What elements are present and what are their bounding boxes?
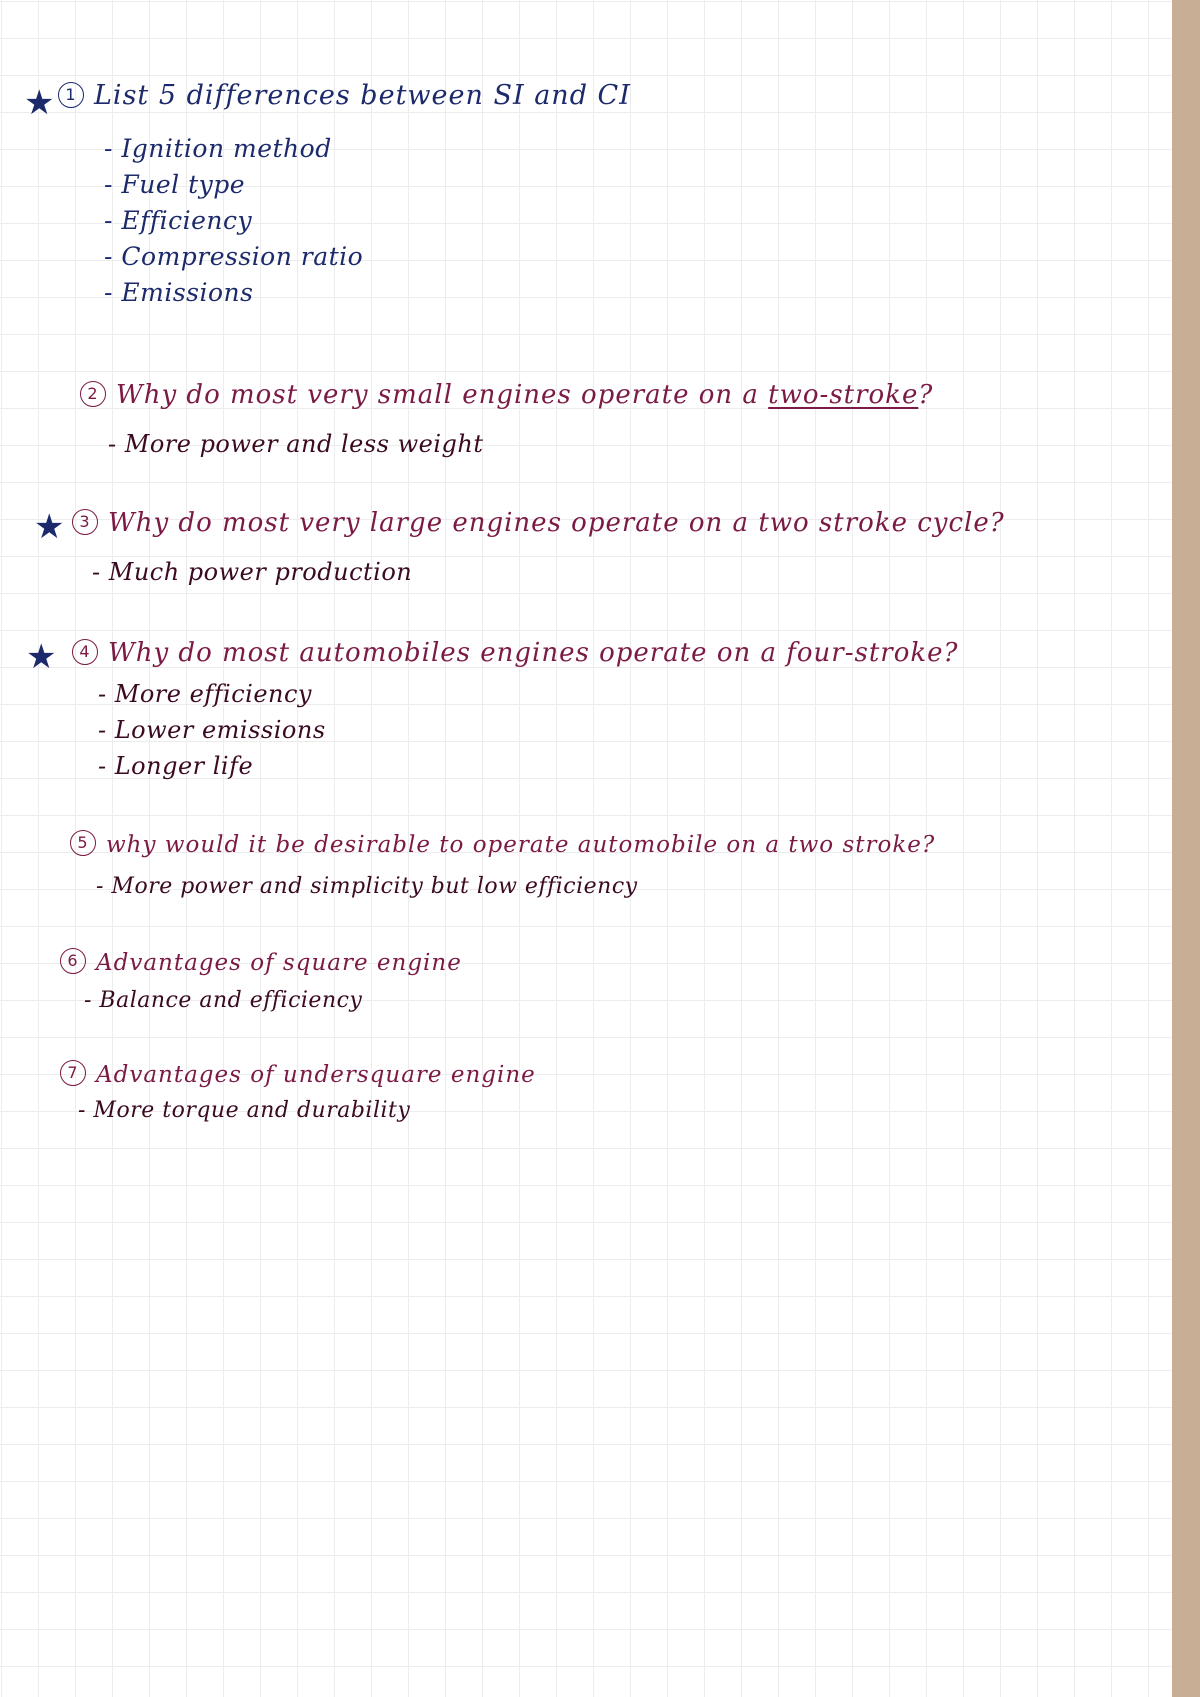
answer-5-1: - More power and simplicity but low efficiency xyxy=(96,874,638,899)
star-icon: ★ xyxy=(26,637,57,677)
question-5-text: why would it be desirable to operate automobile on a two stroke? xyxy=(106,832,936,858)
question-7 xyxy=(60,1060,536,1088)
answer-4-1: - More efficiency xyxy=(98,680,312,708)
answer-4-2: - Lower emissions xyxy=(98,716,326,744)
question-6-number: 6 xyxy=(60,948,86,974)
question-5 xyxy=(70,830,935,858)
question-3-number: 3 xyxy=(72,509,98,535)
question-4-text: Why do most automobiles engines operate on a four-stroke? xyxy=(108,638,959,668)
answer-3-1: - Much power production xyxy=(92,558,413,586)
question-2 xyxy=(80,380,933,410)
question-2-text: Why do most very small engines operate on a xyxy=(116,380,759,410)
question-2-text-end: ? xyxy=(918,380,934,410)
question-4-number: 4 xyxy=(72,639,98,665)
question-1 xyxy=(58,80,631,111)
answer-4-3: - Longer life xyxy=(98,752,254,780)
answer-1-1: - Ignition method xyxy=(104,134,332,163)
question-1-number: 1 xyxy=(58,82,84,108)
question-5-number: 5 xyxy=(70,830,96,856)
question-1-text: List 5 differences between SI and CI xyxy=(94,80,631,111)
answer-7-1: - More torque and durability xyxy=(78,1098,411,1123)
question-2-number: 2 xyxy=(80,381,106,407)
question-4 xyxy=(72,638,958,668)
question-7-text: Advantages of undersquare engine xyxy=(96,1062,536,1088)
question-6 xyxy=(60,948,462,976)
page-margin-strip xyxy=(1172,0,1200,1697)
star-icon: ★ xyxy=(24,83,55,123)
answer-1-3: - Efficiency xyxy=(104,206,253,235)
answer-1-4: - Compression ratio xyxy=(104,242,364,271)
question-3 xyxy=(72,508,1005,538)
question-6-text: Advantages of square engine xyxy=(96,950,462,976)
answer-1-2: - Fuel type xyxy=(104,170,246,199)
question-3-text: Why do most very large engines operate on a two stroke cycle? xyxy=(108,508,1005,538)
answer-2-1: - More power and less weight xyxy=(108,430,484,458)
question-2-underlined-text: two-stroke xyxy=(768,380,919,410)
answer-6-1: - Balance and efficiency xyxy=(84,988,363,1013)
answer-1-5: - Emissions xyxy=(104,278,254,307)
question-7-number: 7 xyxy=(60,1060,86,1086)
star-icon: ★ xyxy=(34,507,65,547)
